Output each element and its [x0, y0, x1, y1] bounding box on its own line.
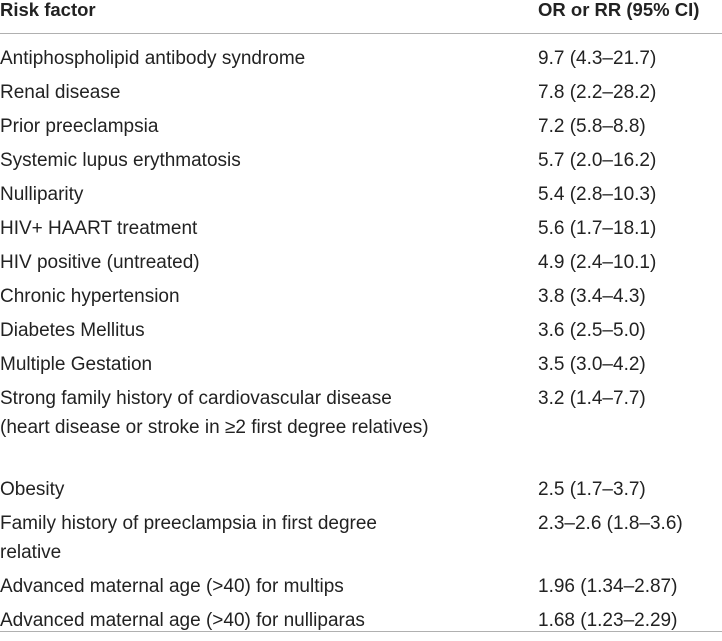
header-or-rr: OR or RR (95% CI)	[538, 0, 700, 20]
or-rr-cell: 3.8 (3.4–4.3)	[538, 286, 646, 307]
risk-factor-cell: Prior preeclampsia	[0, 116, 159, 137]
risk-factor-cell: Obesity	[0, 479, 65, 500]
or-rr-cell: 7.2 (5.8–8.8)	[538, 116, 646, 137]
table-row	[0, 317, 722, 351]
or-rr-cell: 5.4 (2.8–10.3)	[538, 184, 657, 205]
table-row	[0, 351, 722, 385]
table-row	[0, 510, 722, 573]
table-row	[0, 181, 722, 215]
risk-factor-cell: Strong family history of cardiovascular disease (heart disease or stroke in ≥2 first degree relatives)	[0, 388, 429, 438]
table-row	[0, 45, 722, 79]
or-rr-cell: 3.5 (3.0–4.2)	[538, 354, 646, 375]
table-row	[0, 79, 722, 113]
or-rr-cell: 4.9 (2.4–10.1)	[538, 252, 657, 273]
or-rr-cell: 5.7 (2.0–16.2)	[538, 150, 657, 171]
risk-factor-cell: Multiple Gestation	[0, 354, 153, 375]
table-bottom-divider	[0, 631, 722, 632]
risk-factor-cell: HIV+ HAART treatment	[0, 218, 198, 239]
risk-factor-cell: Nulliparity	[0, 184, 84, 205]
risk-factor-cell: Chronic hypertension	[0, 286, 180, 307]
or-rr-cell: 9.7 (4.3–21.7)	[538, 48, 657, 69]
table-row	[0, 607, 722, 641]
table-row	[0, 249, 722, 283]
or-rr-cell: 2.3–2.6 (1.8–3.6)	[538, 513, 683, 534]
risk-factor-cell: Systemic lupus erythmatosis	[0, 150, 241, 171]
table-row	[0, 113, 722, 147]
risk-factor-cell: HIV positive (untreated)	[0, 252, 200, 273]
risk-factor-cell: Antiphospholipid antibody syndrome	[0, 48, 306, 69]
risk-factor-cell: Advanced maternal age (>40) for multips	[0, 576, 344, 597]
table-body	[0, 45, 722, 641]
table-row	[0, 573, 722, 607]
table-row	[0, 385, 722, 476]
header-risk-factor: Risk factor	[0, 0, 96, 20]
risk-factor-cell: Renal disease	[0, 82, 121, 103]
table-row	[0, 476, 722, 510]
or-rr-cell: 3.2 (1.4–7.7)	[538, 388, 646, 409]
or-rr-cell: 1.68 (1.23–2.29)	[538, 610, 678, 631]
or-rr-cell: 5.6 (1.7–18.1)	[538, 218, 657, 239]
table-row	[0, 215, 722, 249]
table-row	[0, 283, 722, 317]
risk-factor-cell: Advanced maternal age (>40) for nulliparas	[0, 610, 365, 631]
table-header	[0, 0, 722, 34]
or-rr-cell: 1.96 (1.34–2.87)	[538, 576, 678, 597]
risk-factor-cell: Diabetes Mellitus	[0, 320, 145, 341]
risk-factor-cell: Family history of preeclampsia in first degree relative	[0, 513, 377, 563]
or-rr-cell: 3.6 (2.5–5.0)	[538, 320, 646, 341]
or-rr-cell: 7.8 (2.2–28.2)	[538, 82, 657, 103]
table-row	[0, 147, 722, 181]
or-rr-cell: 2.5 (1.7–3.7)	[538, 479, 646, 500]
